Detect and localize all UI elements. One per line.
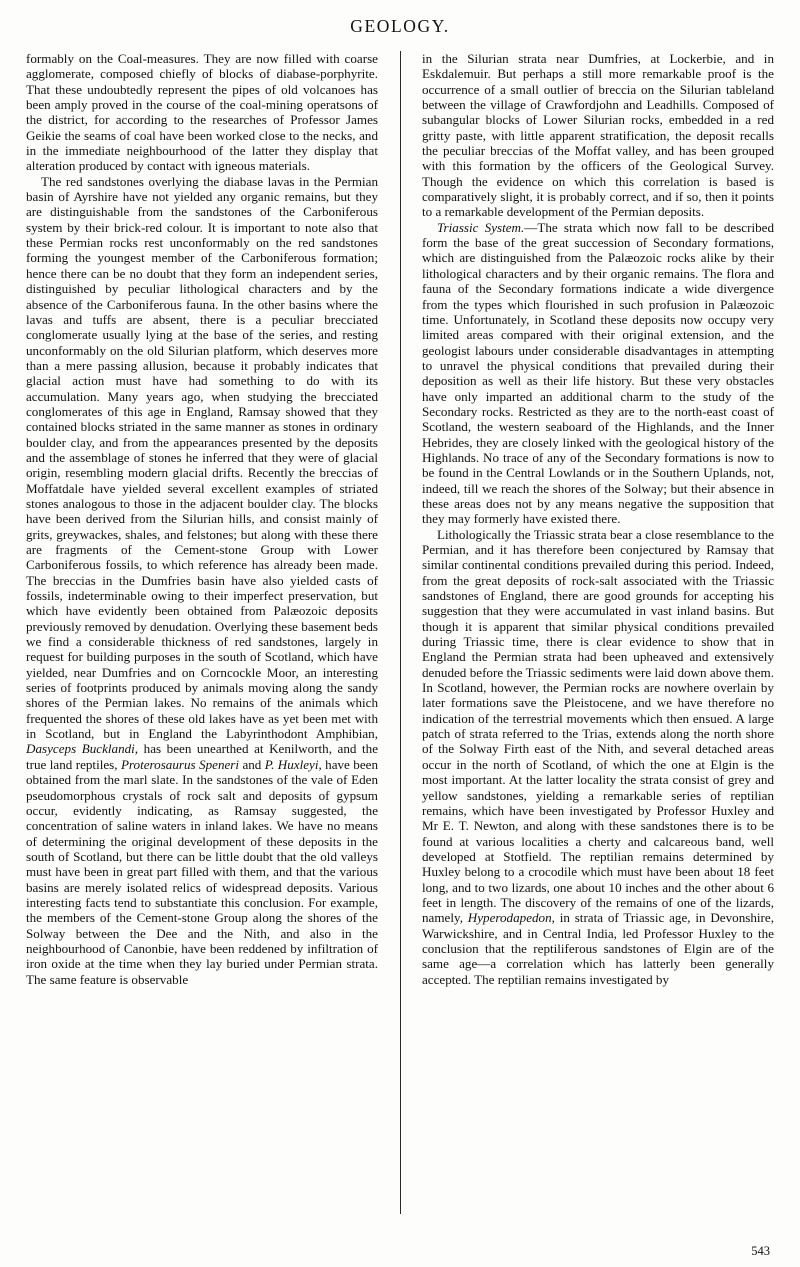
paragraph-2-text-d: have been obtained from the marl slate. In the sandstones of the vale of Eden pseudomorphous crystals of rock salt and deposits of gypsum occur, evidently indicating, as Ramsay suggested, the concentration of saline waters in inland lakes. We have no means of determining the original development of these deposits in the south of Scotland, but there can be little doubt that the old valleys must have been in great part filled with them, and that the various basins are merely isolated relics of widespread deposits. Various interesting facts tend to substantiate this conclusion. For example, the members of the Cement-stone Group along the shores of the Solway between the Dee and the Nith, and also in the neighbourhood of Canonbie, have been reddened by infiltration of iron oxide at the time when they lay buried under Permian strata. The same feature is observable [26, 756, 378, 987]
paragraph-2 [26, 174, 378, 987]
paragraph-2-text: The red sandstones overlying the diabase lavas in the Permian basin of Ayrshire have not yielded any organic remains, but they are distinguishable from the sandstones of the Carboniferous system by their brick-red colour. It is important to note also that these Permian rocks rest unconformably on the red sandstones forming the youngest member of the Carboniferous formation; hence there can be no doubt that they form an independent series, distinguished by peculiar lithological characters and by the absence of the Carboniferous fauna. In the other basins where the lavas and tuffs are absent, there is a peculiar brecciated conglomerate usually lying at the base of the series, and resting unconformably on the old Silurian platform, which deserves more than a mere passing allusion, because it probably indicates that glacial action must have had something to do with its accumulation. Many years ago, when studying the brecciated conglomerates of this age in England, Ramsay showed that they contained blocks striated in the same manner as stones in ordinary boulder clay, and from the appearances presented by the deposits and the assemblage of stones he inferred that they were of glacial origin, resembling modern glacial drifts. Recently the breccias of Moffatdale have yielded several excellent examples of striated stones analogous to those in the adjacent boulder clay. The blocks have been derived from the Silurian hills, and consist mainly of grits, greywackes, shales, and felstones; but along with these there are fragments of the Cement-stone Group with Lower Carboniferous fossils, to which reference has already been made. The breccias in the Dumfries basin have also yielded casts of fossils, indeterminable owing to their imperfect preservation, but which have evidently been obtained from Palæozoic deposits previously removed by denudation. Overlying these basement beds we find a considerable thickness of red sandstones, largely in request for building purposes in the south of Scotland, which have yielded, near Dumfries and on Corncockle Moor, an interesting series of footprints produced by animals moving along the sandy shores of the Permian lakes. No remains of the animals which frequented the shores of these old lakes have as yet been met with in Scotland, but in England the Labyrinthodont Amphibian, [26, 173, 378, 742]
paragraph-2-text-c: and [239, 756, 265, 772]
paragraph-triassic-text: —The strata which now fall to be described form the base of the great succession of Secondary formations, which are distinguished from the Palæozoic rocks alike by their lithological characters and by their organic remains. The flora and fauna of the Secondary formations indicate a wide divergence from the types which flourished in such profusion in Palæozoic time. Unfortunately, in Scotland these deposits now occupy very limited areas compared with their original extension, and the geologist labours under considerable disadvantages in attempting to unravel the physical conditions that prevailed during their deposition as well as their life history. But these very obstacles have only imparted an additional charm to the study of the Secondary rocks. Restricted as they are to the north-east coast of Scotland, the western seaboard of the Highlands, and the Inner Hebrides, they are closely linked with the geological history of the Highlands. No trace of any of the Secondary formations is now to be found in the Central Lowlands or in the Southern Uplands, not, indeed, till we reach the shores of the Solway; but their absence in these areas does not by any means negative the supposition that they may formerly have existed there. [422, 219, 775, 527]
species-hyperodapedon: Hyperodapedon, [467, 910, 555, 926]
section-heading-triassic: Triassic System. [437, 219, 525, 235]
paragraph-triassic-system [422, 220, 774, 527]
left-column [26, 51, 378, 1231]
species-proterosaurus: Proterosaurus Speneri [120, 756, 240, 772]
right-column [422, 51, 774, 1231]
species-huxleyi: P. Huxleyi, [264, 756, 322, 772]
species-dasyceps: Dasyceps Bucklandi, [26, 741, 139, 757]
paragraph-lithology-text-a: Lithologically the Triassic strata bear a close resemblance to the Permian, and it has therefore been conjectured by Ramsay that similar continental conditions prevailed during this period. Indeed, from the great deposits of rock-salt associated with the Triassic sandstones of England, there are good grounds for accepting his suggestion that they were accumulated in vast inland basins. But though it is apparent that similar physical conditions prevailed during Triassic time, there is clear evidence to show that in England the Permian strata had been upheaved and extensively denuded before the Triassic sediments were laid down above them. In Scotland, however, the Permian rocks are nowhere overlain by later formations save the Pleistocene, and we have therefore no indication of the terrestrial movements which then ensued. A large patch of strata referred to the Trias, extends along the north shore of the Solway Firth east of the Nith, and several detached areas occur in the north of Scotland, of which the one at Elgin is the most important. At the latter locality the strata consist of grey and yellow sandstones, yielding a remarkable series of reptilian remains, which have been investigated by Professor Huxley and Mr E. T. Newton, and along with these sandstones there is to be found at various localities a cherty and calcareous band, well developed at Stotfield. The reptilian remains determined by Huxley belong to a crocodile which must have been about 18 feet long, and to two lizards, one about 10 inches and the other about 6 feet in length. The discovery of the remains of one of the lizards, namely, [422, 526, 774, 926]
column-divider [400, 51, 401, 1214]
paragraph-1: formably on the Coal-measures. They are now filled with coarse agglomerate, composed chiefly of blocks of diabase-porphyrite. That these undoubtedly represent the pipes of old volcanoes has been amply proved in the course of the coal-mining operatsons of the district, for according to the researches of Professor James Geikie the seams of coal have been worked close to the necks, and in the immediate neighbourhood of the latter they display that alteration produced by contact with igneous materials. [26, 51, 378, 174]
paragraph-2-text-b: has been unearthed at Kenilworth, and the true land reptiles, [26, 741, 379, 772]
paragraph-lithology [422, 527, 774, 987]
page-title: GEOLOGY. [350, 16, 450, 36]
page-number: 543 [751, 1244, 770, 1258]
paragraph-lithology-text-b: in strata of Triassic age, in Devonshire, Warwickshire, and in Central India, led Professor Huxley to the conclusion that the reptiliferous sandstones of Elgin are of the same age—a correlation which has latterly been generally accepted. The reptilian remains investigated by [422, 910, 774, 987]
paragraph-3: in the Silurian strata near Dumfries, at Lockerbie, and in Eskdalemuir. But perhaps a still more remarkable proof is the occurrence of a small outlier of breccia on the Silurian tableland between the village of Crawfordjohn and Leadhills. Composed of subangular blocks of Lower Silurian rocks, embedded in a red gritty paste, with little apparent stratification, the deposit recalls the peculiar breccias of the Moffat valley, and has been grouped with this formation by the officers of the Geological Survey. Though the evidence on which this correlation is based is comparatively slight, it is probably correct, and if so, then it points to a remarkable development of the Permian deposits. [422, 51, 774, 220]
two-column-body [26, 51, 774, 1231]
